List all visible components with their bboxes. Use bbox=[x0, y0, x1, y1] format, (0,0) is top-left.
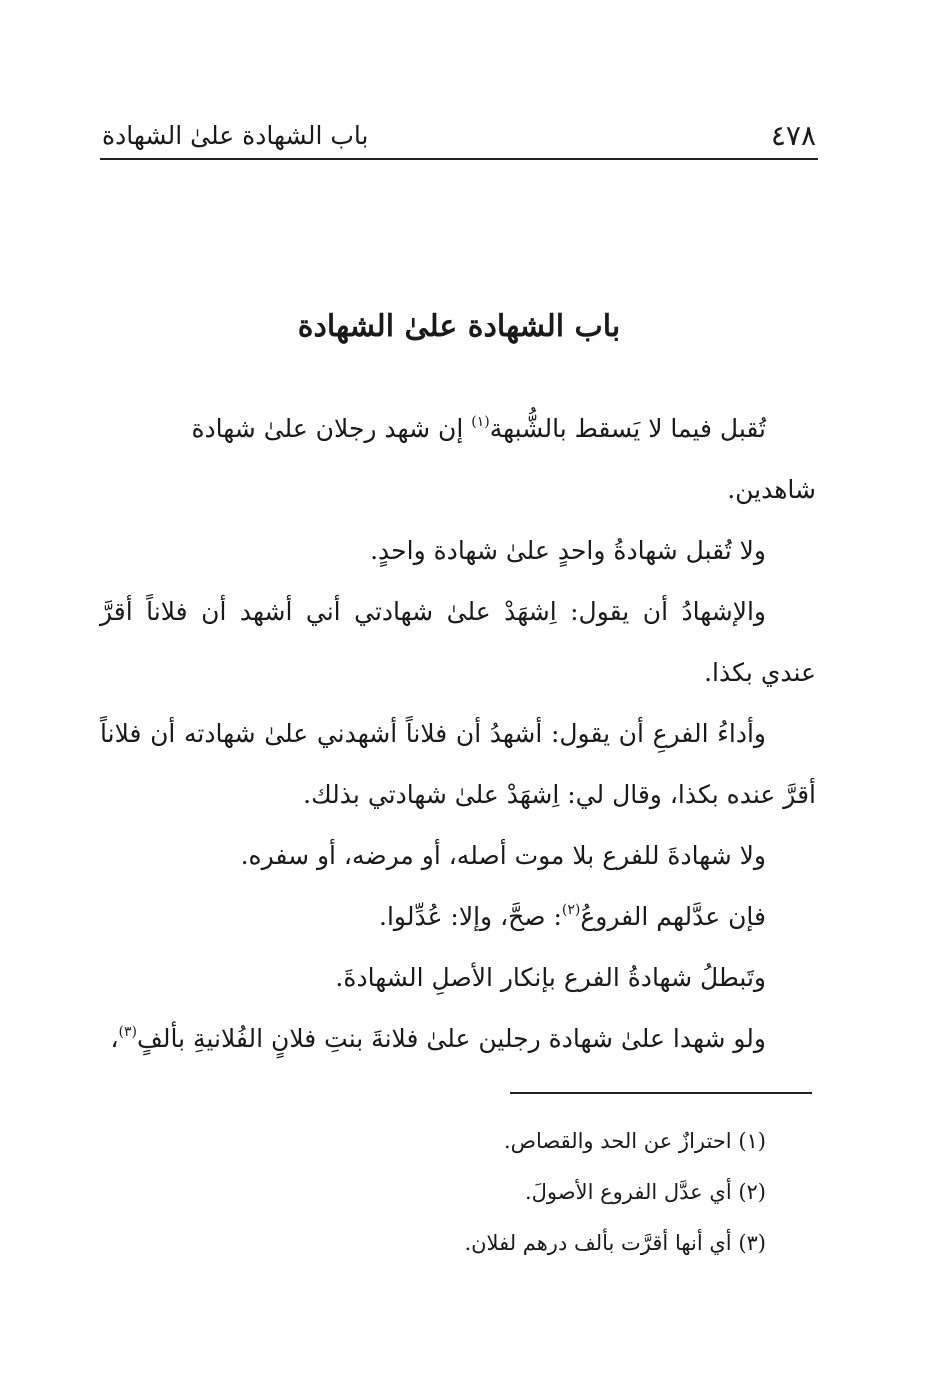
page-number: ٤٧٨ bbox=[770, 119, 816, 152]
running-header bbox=[100, 112, 818, 160]
body-text bbox=[100, 398, 816, 1069]
paragraph-7: وتَبطلُ شهادةُ الفرع بإنكار الأصلِ الشهادةَ. bbox=[335, 963, 766, 992]
paragraph-text: إن شهد رجلان علىٰ شهادة شاهدين. bbox=[191, 414, 816, 504]
footnote-divider bbox=[510, 1092, 812, 1094]
footnote-2: (٢) أي عدَّل الفروع الأصولَ. bbox=[525, 1180, 766, 1204]
paragraph-3: والإشهادُ أن يقول: اِشهَدْ علىٰ شهادتي أني أشهد أن فلاناً أقرَّ عندي بكذا. bbox=[100, 597, 816, 687]
paragraph-text: تُقبل فيما لا يَسقط بالشُّبهة bbox=[489, 414, 766, 443]
footnote-ref-3[interactable]: (٣) bbox=[118, 1024, 138, 1040]
paragraph-8 bbox=[100, 1008, 816, 1069]
footnotes bbox=[100, 1116, 766, 1269]
footnote-ref-2[interactable]: (٢) bbox=[561, 902, 581, 918]
chapter-title: باب الشهادة علىٰ الشهادة bbox=[297, 309, 621, 344]
paragraph-2: ولا تُقبل شهادةُ واحدٍ علىٰ شهادة واحدٍ. bbox=[370, 536, 766, 565]
paragraph-5: ولا شهادةَ للفرع بلا موت أصله، أو مرضه، أو سفره. bbox=[240, 841, 766, 870]
paragraph-1 bbox=[100, 398, 816, 520]
footnote-3: (٣) أي أنها أقرَّت بألف درهم لفلان. bbox=[464, 1231, 766, 1255]
paragraph-text: : صحَّ، وإلا: عُدِّلوا. bbox=[379, 902, 562, 931]
paragraph-text: ، bbox=[110, 1024, 119, 1053]
paragraph-text: ولو شهدا علىٰ شهادة رجلين علىٰ فلانةَ بنتِ فلانٍ الفُلانيةِ بألفٍ bbox=[137, 1024, 766, 1053]
running-title: باب الشهادة علىٰ الشهادة bbox=[102, 121, 369, 150]
paragraph-6 bbox=[100, 886, 816, 947]
paragraph-4: وأداءُ الفرعِ أن يقول: أشهدُ أن فلاناً أشهدني علىٰ شهادته أن فلاناً أقرَّ عنده بكذا، وقال لي: اِشهَدْ علىٰ شهادتي بذلك. bbox=[100, 719, 816, 809]
footnote-ref-1[interactable]: (١) bbox=[471, 414, 490, 430]
footnote-1: (١) احترازٌ عن الحد والقصاص. bbox=[503, 1129, 766, 1153]
paragraph-text: فإن عدَّلهم الفروعُ bbox=[580, 902, 766, 931]
